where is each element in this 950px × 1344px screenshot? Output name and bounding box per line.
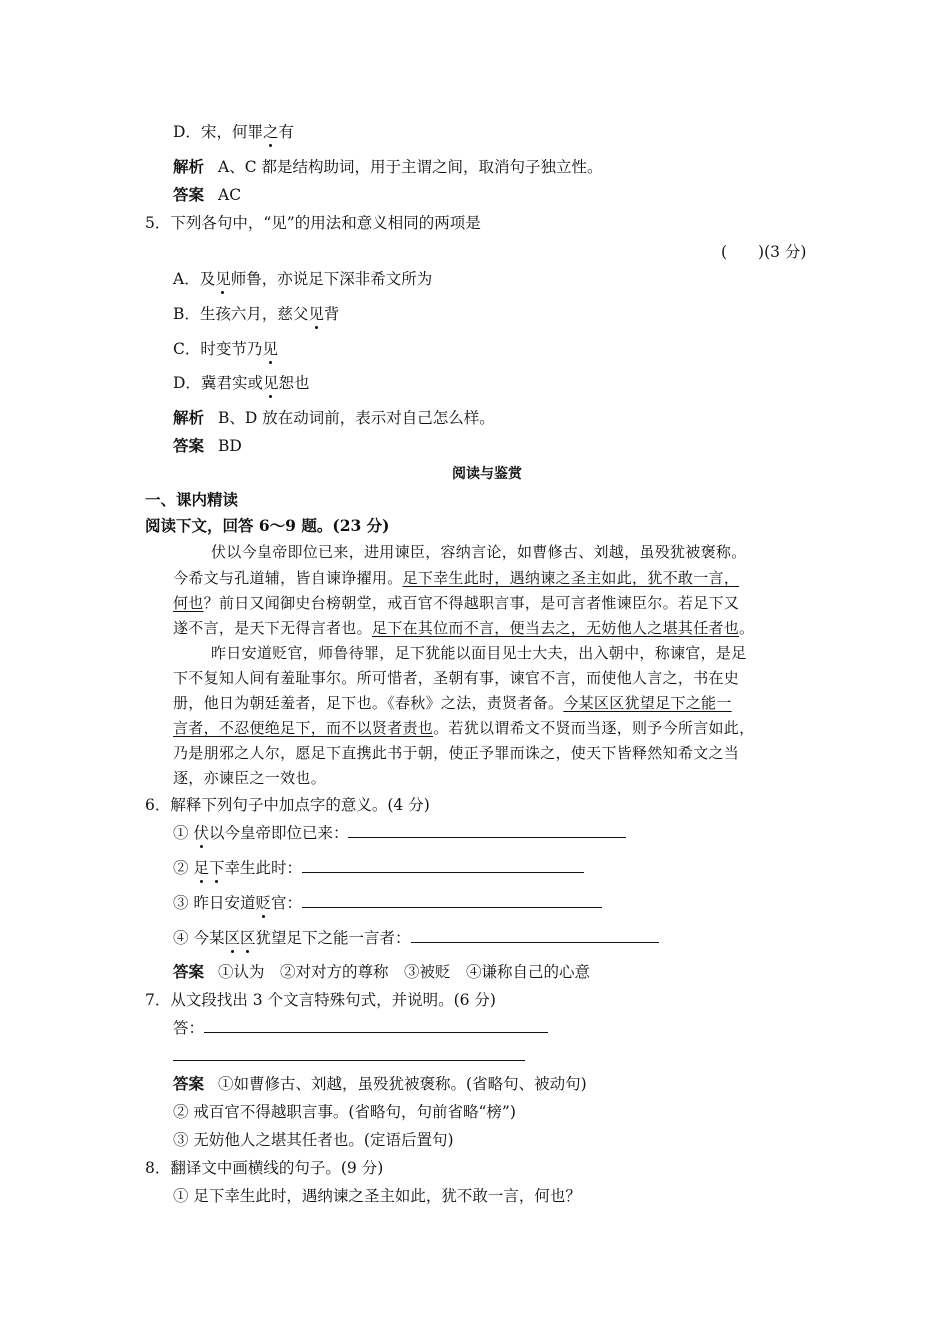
underlined-sentence: 足下幸生此时，遇纳谏之圣主如此，犹不敢一言， xyxy=(402,569,740,587)
q6-item-2: ② 足下幸生此时： xyxy=(173,858,584,878)
emphasis-dot-char: 见 xyxy=(262,340,278,358)
answer-blank[interactable] xyxy=(411,928,659,943)
part-heading: 一、课内精读 xyxy=(145,490,239,509)
underlined-sentence: 言者，不忍便绝足下，而不以贤者责也 xyxy=(173,719,434,737)
q8-item-1: ① 足下幸生此时，遇纳谏之圣主如此，犹不敢一言，何也？ xyxy=(173,1187,581,1205)
underlined-sentence: 何也 xyxy=(173,594,204,612)
section-title: 阅读与鉴赏 xyxy=(452,466,522,482)
q4-option-d: D．宋，何罪之有 xyxy=(173,123,294,141)
answer-blank[interactable] xyxy=(302,858,584,873)
q5-analysis: 解析 B、D 放在动词前，表示对自己怎么样。 xyxy=(173,408,495,427)
answer-blank[interactable] xyxy=(348,823,626,838)
emphasis-dot-char: 下 xyxy=(208,859,225,877)
passage-line: 册，他日为朝廷羞者，足下也。《春秋》之法，责贤者备。今某区区犹望足下之能一 xyxy=(173,694,732,712)
emphasis-dot-char: 见 xyxy=(262,374,279,392)
answer-blank[interactable] xyxy=(302,893,602,908)
q6-stem: 6．解释下列句子中加点字的意义。(4 分) xyxy=(145,796,430,814)
emphasis-dot-char: 见 xyxy=(308,305,324,323)
passage-line: 遂不言，是天下无得言者也。足下在其位而不言，便当去之，无妨他人之堪其任者也。 xyxy=(173,619,755,637)
emphasis-dot-char: 贬 xyxy=(255,894,271,912)
passage-line: 逐，亦谏臣之一效也。 xyxy=(173,769,327,787)
passage-line: 伏以今皇帝即位已来，进用谏臣，容纳言论，如曹修古、刘越，虽殁犹被褒称。 xyxy=(211,543,747,561)
q5-option-c: C．时变节乃见 xyxy=(173,340,278,358)
passage-line: 下不复知人间有羞耻事尔。所可惜者，圣朝有事，谏官不言，而使他人言之，书在史 xyxy=(173,669,740,687)
q7-answer-line-2 xyxy=(173,1046,525,1066)
q4-analysis: 解析 A、C 都是结构助词，用于主谓之间，取消句子独立性。 xyxy=(173,157,603,176)
reading-instruction: 阅读下文，回答 6～9 题。(23 分) xyxy=(145,516,390,535)
q8-stem: 8．翻译文中画横线的句子。(9 分) xyxy=(145,1159,384,1177)
emphasis-dot-char: 足 xyxy=(193,859,209,877)
emphasis-dot-char: 见 xyxy=(215,270,231,288)
passage-line: 何也？前日又闻御史台榜朝堂，戒百官不得越职言事，是可言者惟谏臣尔。若足下又 xyxy=(173,594,740,612)
q5-option-d: D．冀君实或见恕也 xyxy=(173,374,310,392)
q7-answer-item: ③ 无妨他人之堪其任者也。(定语后置句) xyxy=(173,1131,454,1149)
underlined-sentence: 足下在其位而不言，便当去之，无妨他人之堪其任者也 xyxy=(371,619,740,637)
answer-blank[interactable] xyxy=(173,1046,525,1061)
emphasis-dot-char: 区 xyxy=(239,929,256,947)
q7-answer-line: 答： xyxy=(173,1018,548,1038)
passage-line: 乃是朋邪之人尔，愿足下直携此书于朝，使正予罪而诛之，使天下皆释然知希文之当 xyxy=(173,744,740,762)
answer-blank[interactable] xyxy=(204,1018,548,1033)
emphasis-dot-char: 之 xyxy=(262,123,279,141)
emphasis-dot-char: 区 xyxy=(224,929,240,947)
passage-line: 今希文与孔道辅，皆自谏诤擢用。足下幸生此时，遇纳谏之圣主如此，犹不敢一言， xyxy=(173,569,740,587)
q5-answer: 答案 BD xyxy=(173,436,242,455)
q7-answer: 答案 ①如曹修古、刘越，虽殁犹被褒称。(省略句、被动句) xyxy=(173,1074,587,1093)
q7-answer-item: ② 戒百官不得越职言事。(省略句，句前省略“榜”) xyxy=(173,1103,516,1121)
q6-item-3: ③ 昨日安道贬官： xyxy=(173,893,602,913)
q5-stem: 5．下列各句中，“见”的用法和意义相同的两项是 xyxy=(145,214,481,232)
passage-line: 言者，不忍便绝足下，而不以贤者责也。若犹以谓希文不贤而当逐，则予今所言如此， xyxy=(173,719,755,737)
q5-score: ( )(3 分) xyxy=(721,243,807,261)
q6-item-4: ④ 今某区区犹望足下之能一言者： xyxy=(173,928,659,948)
q6-item-1: ① 伏以今皇帝即位已来： xyxy=(173,823,626,843)
q7-stem: 7．从文段找出 3 个文言特殊句式，并说明。(6 分) xyxy=(145,991,496,1009)
underlined-sentence: 今某区区犹望足下之能一 xyxy=(563,694,732,712)
q5-option-b: B．生孩六月，慈父见背 xyxy=(173,305,340,323)
q4-answer: 答案 AC xyxy=(173,185,242,204)
q5-option-a: A．及见师鲁，亦说足下深非希文所为 xyxy=(173,270,433,288)
passage-line: 昨日安道贬官，师鲁待罪，足下犹能以面目见士大夫，出入朝中，称谏官，是足 xyxy=(211,644,747,662)
emphasis-dot-char: 伏 xyxy=(193,824,209,842)
q6-answer: 答案 ①认为 ②对对方的尊称 ③被贬 ④谦称自己的心意 xyxy=(173,962,591,981)
